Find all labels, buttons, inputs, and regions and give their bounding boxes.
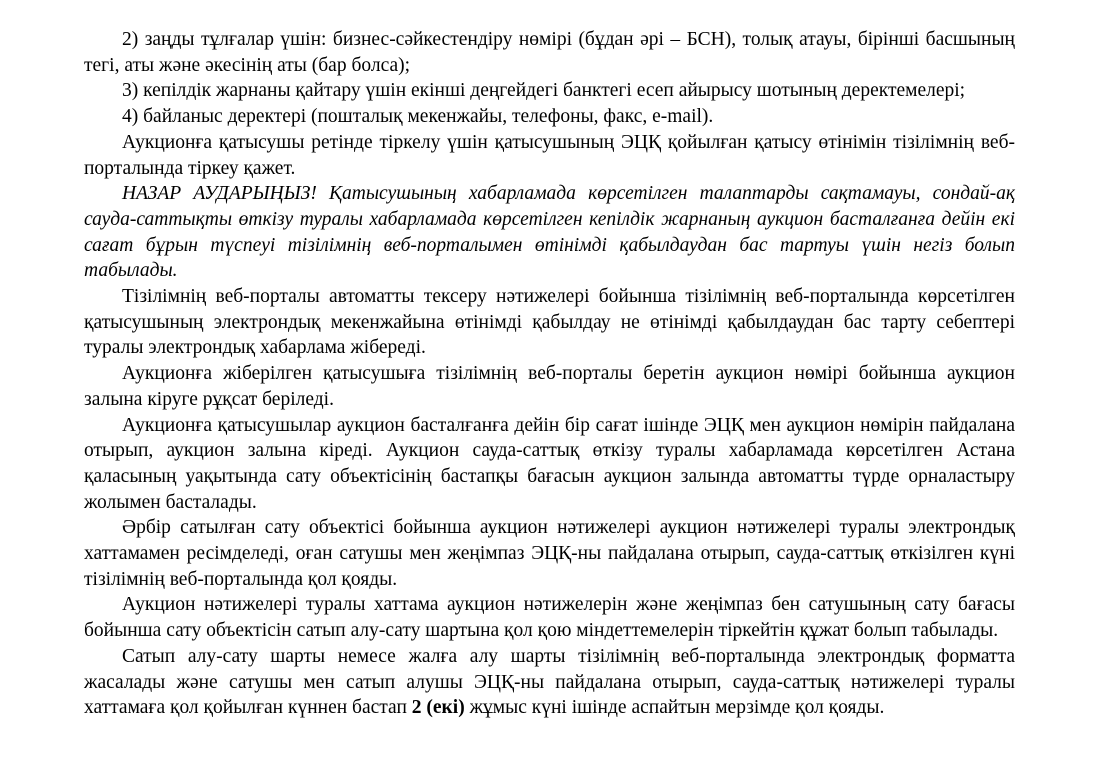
sale-contract-text-start: Сатып алу-сату шарты немесе жалға алу шарты тізілімнің веб-порталында электрондық форматта жасалады және сатушы мен сатып алушы ЭЦҚ-ны пайдалана отырып, сауда-саттық нәтижелері туралы хаттамаға қол қойылған күннен бастап xyxy=(84,645,1015,719)
sale-contract-bold-term: 2 (екі) xyxy=(411,697,465,719)
paragraph-auction-number: Аукционға жіберілген қатысушыға тізілімнің веб-порталы беретін аукцион нөмірі бойынша аукцион залына кіруге рұқсат беріледі. xyxy=(84,363,1015,410)
paragraph-auto-check: Тізілімнің веб-порталы автоматты тексеру нәтижелері бойынша тізілімнің веб-порталында көрсетілген қатысушының электрондық мекенжайына өтінімді қабылдау не өтінімді қабылдаудан бас тарту себептері туралы электрондық хабарлама жібереді. xyxy=(84,286,1015,359)
paragraph-list-item-2: 2) заңды тұлғалар үшін: бизнес-сәйкестендіру нөмірі (бұдан әрі – БСН), толық атауы, бірінші басшының тегі, аты және әкесінің аты (бар болса); xyxy=(84,29,1015,76)
document-text-block xyxy=(84,27,1015,721)
paragraph-sale-contract xyxy=(84,644,1015,721)
sale-contract-text-end: жұмыс күні ішінде аспайтын мерзімде қол қояды. xyxy=(464,697,885,719)
paragraph-registration: Аукционға қатысушы ретінде тіркелу үшін қатысушының ЭЦҚ қойылған қатысу өтінімін тізілімнің веб-порталында тіркеу қажет. xyxy=(84,131,1015,179)
paragraph-auction-results-protocol: Әрбір сатылған сату объектісі бойынша аукцион нәтижелері аукцион нәтижелері туралы электрондық хаттамамен ресімделеді, оған сатушы мен жеңімпаз ЭЦҚ-ны пайдалана отырып, сауда-саттық өткізілген күні тізілімнің веб-порталында қол қояды. xyxy=(84,517,1015,590)
paragraph-auction-start: Аукционға қатысушылар аукцион басталғанға дейін бір сағат ішінде ЭЦҚ мен аукцион нөмірін пайдалана отырып, аукцион залына кіреді. Аукцион сауда-саттық өткізу туралы хабарламада көрсетілген Астана қаласының уақытында сату объектісінің бастапқы бағасын аукцион залында автоматты түрде орналастыру жолымен басталады. xyxy=(84,414,1015,513)
paragraph-protocol-obligations: Аукцион нәтижелері туралы хаттама аукцион нәтижелерін және жеңімпаз бен сатушының сату бағасы бойынша сату объектісін сатып алу-сату шартына қол қою міндеттемелерін тіркейтін құжат болып табылады. xyxy=(84,594,1015,642)
paragraph-attention-notice: НАЗАР АУДАРЫҢЫЗ! Қатысушының хабарламада көрсетілген талаптарды сақтамауы, сондай-ақ сауда-саттықты өткізу туралы хабарламада көрсетілген кепілдік жарнаның аукцион басталғанға дейін екі сағат бұрын түспеуі тізілімнің веб-порталымен өтінімді қабылдаудан бас тартуы үшін негіз болып табылады. xyxy=(84,183,1015,282)
paragraph-list-item-4: 4) байланыс деректері (пошталық мекенжайы, телефоны, факс, e-mail). xyxy=(122,106,714,128)
paragraph-list-item-3: 3) кепілдік жарнаны қайтару үшін екінші деңгейдегі банктегі есеп айырысу шотының деректемелері; xyxy=(122,80,966,102)
